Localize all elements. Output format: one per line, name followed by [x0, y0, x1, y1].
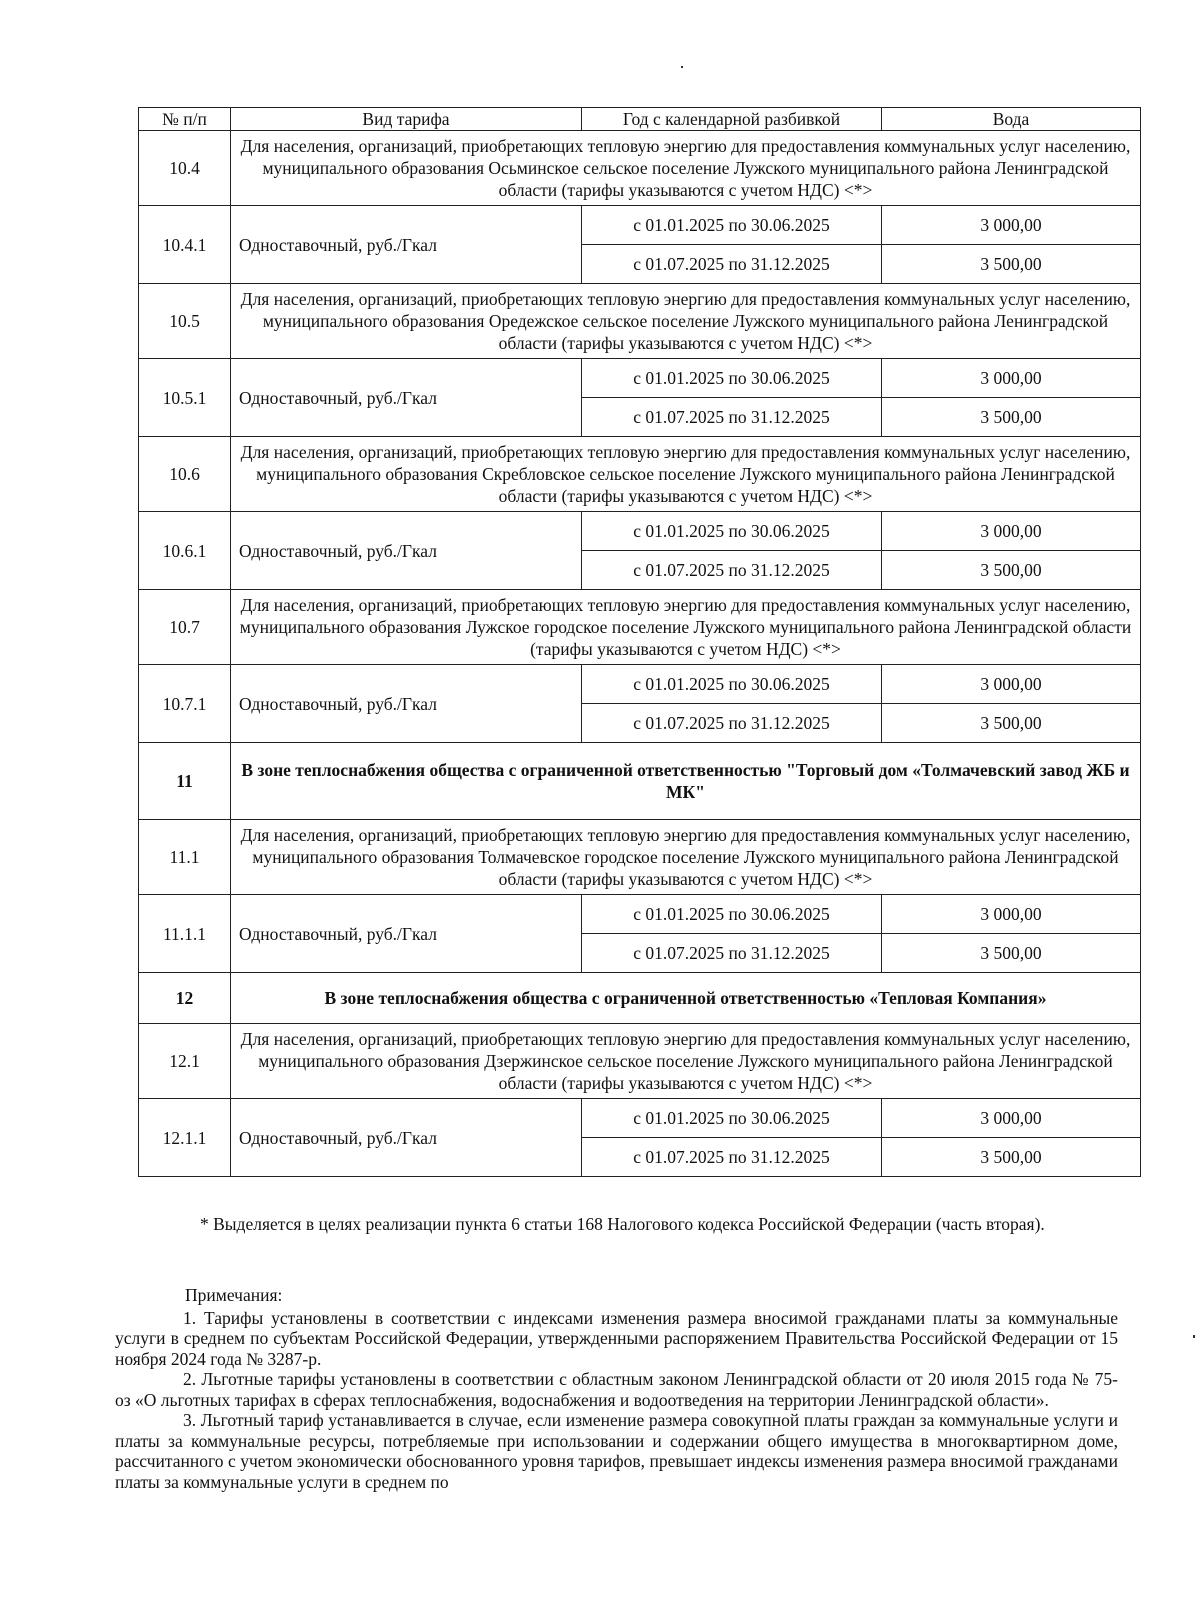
tariff-value: 3 000,00: [882, 359, 1141, 398]
tariff-period: с 01.07.2025 по 31.12.2025: [582, 551, 882, 590]
table-body: [139, 131, 1141, 1177]
footnote: * Выделяется в целях реализации пункта 6 статьи 168 Налогового кодекса Российской Федерации (часть вторая).: [200, 1214, 1045, 1234]
tariff-value: 3 000,00: [882, 206, 1141, 245]
table-row-tariff: [139, 1099, 1141, 1138]
table-row-description: [139, 1024, 1141, 1099]
tariff-value: 3 500,00: [882, 1138, 1141, 1177]
zone-title: В зоне теплоснабжения общества с ограниченной ответственностью «Тепловая Компания»: [231, 973, 1141, 1024]
note-item-2: 2. Льготные тарифы установлены в соответствии с областным законом Ленинградской области от 20 июля 2015 года № 75-оз «О льготных тарифах в сферах теплоснабжения, водоснабжения и водоотведения на территории Ленинградской области».: [115, 1369, 1118, 1410]
table-header-row: [139, 108, 1141, 131]
tariff-period: с 01.07.2025 по 31.12.2025: [582, 398, 882, 437]
tariff-value: 3 500,00: [882, 398, 1141, 437]
table-row-tariff: [139, 512, 1141, 551]
tariff-period: с 01.01.2025 по 30.06.2025: [582, 895, 882, 934]
note-item-1: 1. Тарифы установлены в соответствии с индексами изменения размера вносимой гражданами платы за коммунальные услуги в среднем по субъектам Российской Федерации, утвержденными распоряжением Правительства Российской Федерации от 15 ноября 2024 года № 3287-р.: [115, 1307, 1118, 1369]
tariff-value: 3 000,00: [882, 665, 1141, 704]
tariff-period: с 01.07.2025 по 31.12.2025: [582, 704, 882, 743]
tariff-period: с 01.01.2025 по 30.06.2025: [582, 665, 882, 704]
zone-number: 11: [139, 743, 231, 820]
tariff-value: 3 500,00: [882, 551, 1141, 590]
tariff-period: с 01.07.2025 по 31.12.2025: [582, 245, 882, 284]
table-row-tariff: [139, 665, 1141, 704]
row-number: 10.5: [139, 284, 231, 359]
tariff-value: 3 000,00: [882, 895, 1141, 934]
row-description: Для населения, организаций, приобретающих тепловую энергию для предоставления коммунальных услуг населению, муниципального образования Осьминское сельское поселение Лужского муниципального района Ленинградской области (тарифы указываются с учетом НДС) <*>: [231, 131, 1141, 206]
tariff-number: 10.6.1: [139, 512, 231, 590]
row-description: Для населения, организаций, приобретающих тепловую энергию для предоставления коммунальных услуг населению, муниципального образования Оредежское сельское поселение Лужского муниципального района Ленинградской области (тарифы указываются с учетом НДС) <*>: [231, 284, 1141, 359]
row-number: 11.1: [139, 820, 231, 895]
header-tariff-type: Вид тарифа: [231, 108, 582, 131]
zone-number: 12: [139, 973, 231, 1024]
tariff-value: 3 500,00: [882, 704, 1141, 743]
tariff-type: Одноставочный, руб./Гкал: [231, 359, 582, 437]
tariff-number: 11.1.1: [139, 895, 231, 973]
tariff-type: Одноставочный, руб./Гкал: [231, 665, 582, 743]
row-description: Для населения, организаций, приобретающих тепловую энергию для предоставления коммунальных услуг населению, муниципального образования Скребловское сельское поселение Лужского муниципального района Ленинградской области (тарифы указываются с учетом НДС) <*>: [231, 437, 1141, 512]
row-description: Для населения, организаций, приобретающих тепловую энергию для предоставления коммунальных услуг населению, муниципального образования Дзержинское сельское поселение Лужского муниципального района Ленинградской области (тарифы указываются с учетом НДС) <*>: [231, 1024, 1141, 1099]
tariff-type: Одноставочный, руб./Гкал: [231, 512, 582, 590]
tariff-number: 10.7.1: [139, 665, 231, 743]
scan-speck: [1193, 1335, 1195, 1338]
tariff-period: с 01.07.2025 по 31.12.2025: [582, 934, 882, 973]
table-row-description: [139, 284, 1141, 359]
tariff-type: Одноставочный, руб./Гкал: [231, 895, 582, 973]
tariff-period: с 01.07.2025 по 31.12.2025: [582, 1138, 882, 1177]
tariff-value: 3 500,00: [882, 245, 1141, 284]
zone-title: В зоне теплоснабжения общества с ограниченной ответственностью "Торговый дом «Толмачевский завод ЖБ и МК": [231, 743, 1141, 820]
table-row-tariff: [139, 206, 1141, 245]
scan-speck: [681, 66, 683, 68]
table-row-zone: [139, 973, 1141, 1024]
table-row-zone: [139, 743, 1141, 820]
tariff-number: 12.1.1: [139, 1099, 231, 1177]
table-row-description: [139, 131, 1141, 206]
table-row-tariff: [139, 895, 1141, 934]
row-description: Для населения, организаций, приобретающих тепловую энергию для предоставления коммунальных услуг населению, муниципального образования Толмачевское городское поселение Лужского муниципального района Ленинградской области (тарифы указываются с учетом НДС) <*>: [231, 820, 1141, 895]
row-number: 12.1: [139, 1024, 231, 1099]
tariff-number: 10.5.1: [139, 359, 231, 437]
note-item-3: 3. Льготный тариф устанавливается в случае, если изменение размера совокупной платы граждан за коммунальные услуги и платы за коммунальные ресурсы, потребляемые при использовании и содержании общего имущества в многоквартирном доме, рассчитанного с учетом экономически обоснованного уровня тарифов, превышает индексы изменения размера вносимой гражданами платы за коммунальные услуги в среднем по: [115, 1410, 1118, 1492]
header-number: № п/п: [139, 108, 231, 131]
row-number: 10.7: [139, 590, 231, 665]
tariff-number: 10.4.1: [139, 206, 231, 284]
table-row-description: [139, 437, 1141, 512]
row-number: 10.4: [139, 131, 231, 206]
table-row-tariff: [139, 359, 1141, 398]
row-number: 10.6: [139, 437, 231, 512]
tariff-period: с 01.01.2025 по 30.06.2025: [582, 1099, 882, 1138]
tariff-period: с 01.01.2025 по 30.06.2025: [582, 359, 882, 398]
header-period: Год с календарной разбивкой: [582, 108, 882, 131]
notes-heading: Примечания:: [185, 1285, 283, 1305]
table-row-description: [139, 590, 1141, 665]
header-water: Вода: [882, 108, 1141, 131]
table-row-description: [139, 820, 1141, 895]
tariff-value: 3 000,00: [882, 1099, 1141, 1138]
tariff-period: с 01.01.2025 по 30.06.2025: [582, 206, 882, 245]
row-description: Для населения, организаций, приобретающих тепловую энергию для предоставления коммунальных услуг населению, муниципального образования Лужское городское поселение Лужского муниципального района Ленинградской области (тарифы указываются с учетом НДС) <*>: [231, 590, 1141, 665]
tariff-type: Одноставочный, руб./Гкал: [231, 1099, 582, 1177]
notes-section: [115, 1285, 1118, 1492]
tariff-value: 3 500,00: [882, 934, 1141, 973]
tariff-table: [138, 107, 1141, 1177]
tariff-type: Одноставочный, руб./Гкал: [231, 206, 582, 284]
tariff-value: 3 000,00: [882, 512, 1141, 551]
tariff-period: с 01.01.2025 по 30.06.2025: [582, 512, 882, 551]
